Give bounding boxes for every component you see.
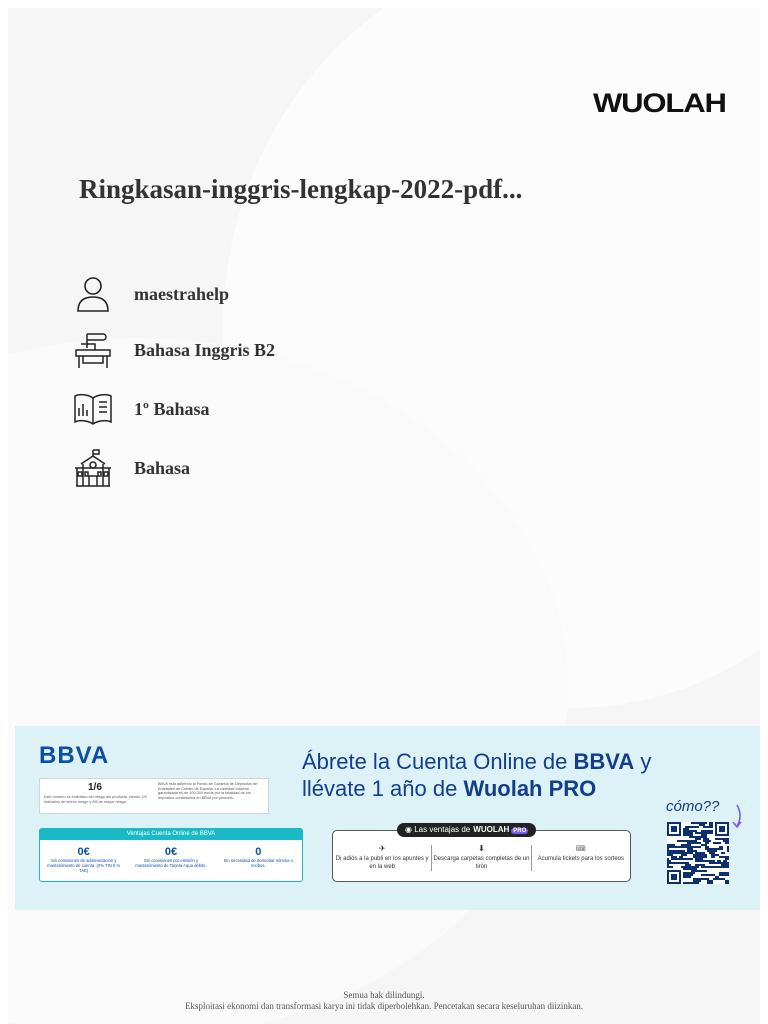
pro-badge: PRO — [513, 828, 527, 834]
plane-icon: ✈ — [378, 844, 386, 853]
ticket-icon: 🎟 — [575, 844, 586, 853]
headline-brand: BBVA — [573, 749, 635, 774]
meta-course — [72, 389, 209, 429]
advantages-title: Ventajas Cuenta Online de BBVA — [40, 829, 302, 840]
advantage-value: 0€ — [77, 846, 90, 858]
headline-text: Ábrete la Cuenta Online de — [302, 749, 574, 774]
risk-number: 1/6 — [88, 782, 102, 793]
advantage-text: Sin necesidad de domiciliar nómina o recibos. — [223, 858, 293, 868]
open-book-icon — [72, 389, 114, 429]
meta-author — [72, 274, 229, 314]
advantage-item — [218, 846, 298, 873]
bbva-logo[interactable]: BBVA — [39, 742, 110, 769]
risk-indicator — [39, 778, 269, 814]
arrow-down-icon — [731, 804, 745, 830]
bbva-ad-banner[interactable] — [15, 726, 760, 910]
advantage-text: Sin comisiones por emisión y mantenimiento de Tarjeta Aqua débito. — [135, 858, 207, 868]
advantage-value: 0€ — [164, 846, 178, 858]
bbva-advantages-box — [39, 828, 303, 882]
meta-faculty — [72, 448, 190, 488]
advantage-text: Sin comisiones de administración y mantenimiento de cuenta. (0% TIN 0 % TAE) — [47, 858, 121, 873]
document-cover — [8, 8, 760, 1024]
advantage-item — [131, 846, 211, 873]
benefit-text: Acumula tickets para los sorteos — [537, 856, 624, 862]
benefit-text: Descarga carpetas completas de un tirón — [433, 856, 530, 870]
author-name[interactable]: maestrahelp — [134, 283, 229, 304]
headline-brand: Wuolah PRO — [463, 776, 597, 801]
pro-pill — [397, 823, 536, 837]
download-icon: ⬇ — [478, 844, 485, 853]
como-label: cómo?? — [666, 798, 720, 815]
wuolah-logo[interactable]: WUOLAH — [593, 88, 726, 118]
pill-brand: WUOLAH — [473, 825, 510, 834]
wuolah-pro-box[interactable] — [332, 825, 631, 882]
advantage-value: 0 — [255, 846, 262, 858]
pill-text: Las ventajas de — [414, 825, 471, 834]
pro-benefit — [333, 845, 431, 871]
benefit-text: Di adiós a la publi en los apuntes y en la web — [335, 856, 429, 870]
advantage-item — [44, 846, 124, 873]
meta-subject — [72, 330, 275, 370]
eye-icon: ◉ — [405, 825, 412, 834]
document-title: Ringkasan-inggris-lengkap-2022-pdf... — [79, 174, 523, 204]
copyright-footer — [0, 990, 768, 1012]
subject-name[interactable]: Bahasa Inggris B2 — [134, 339, 276, 360]
school-building-icon — [72, 448, 114, 488]
faculty-name[interactable]: Bahasa — [134, 457, 191, 478]
user-icon — [72, 274, 114, 314]
pro-benefit — [431, 845, 530, 871]
footer-line: Semua hak dilindungi. — [343, 990, 425, 1000]
guarantee-text: BBVA está adherido al Fondo de Garantía de Depósitos de Entidades de Crédito de España. La cantidad máxima garantizada es de 100.000 euros por la totalidad de los depósitos constituidos en BBVA por persona. — [158, 782, 258, 800]
risk-text: Este número es indicativo del riesgo del producto, siendo 1/6 indicativo de menor riesgo y 6/6 de mayor riesgo. — [44, 795, 147, 804]
footer-line: Eksploitasi ekonomi dan transformasi karya ini tidak diperbolehkan. Pencetakan secara keseluruhan diizinkan. — [184, 1001, 584, 1011]
school-desk-icon — [72, 330, 114, 370]
qr-code[interactable] — [667, 822, 729, 884]
course-name[interactable]: 1º Bahasa — [134, 398, 210, 419]
headline-text: y — [634, 749, 652, 774]
ad-headline[interactable] — [302, 748, 651, 802]
pro-benefit — [531, 845, 630, 871]
headline-text: llévate 1 año de — [302, 776, 464, 801]
